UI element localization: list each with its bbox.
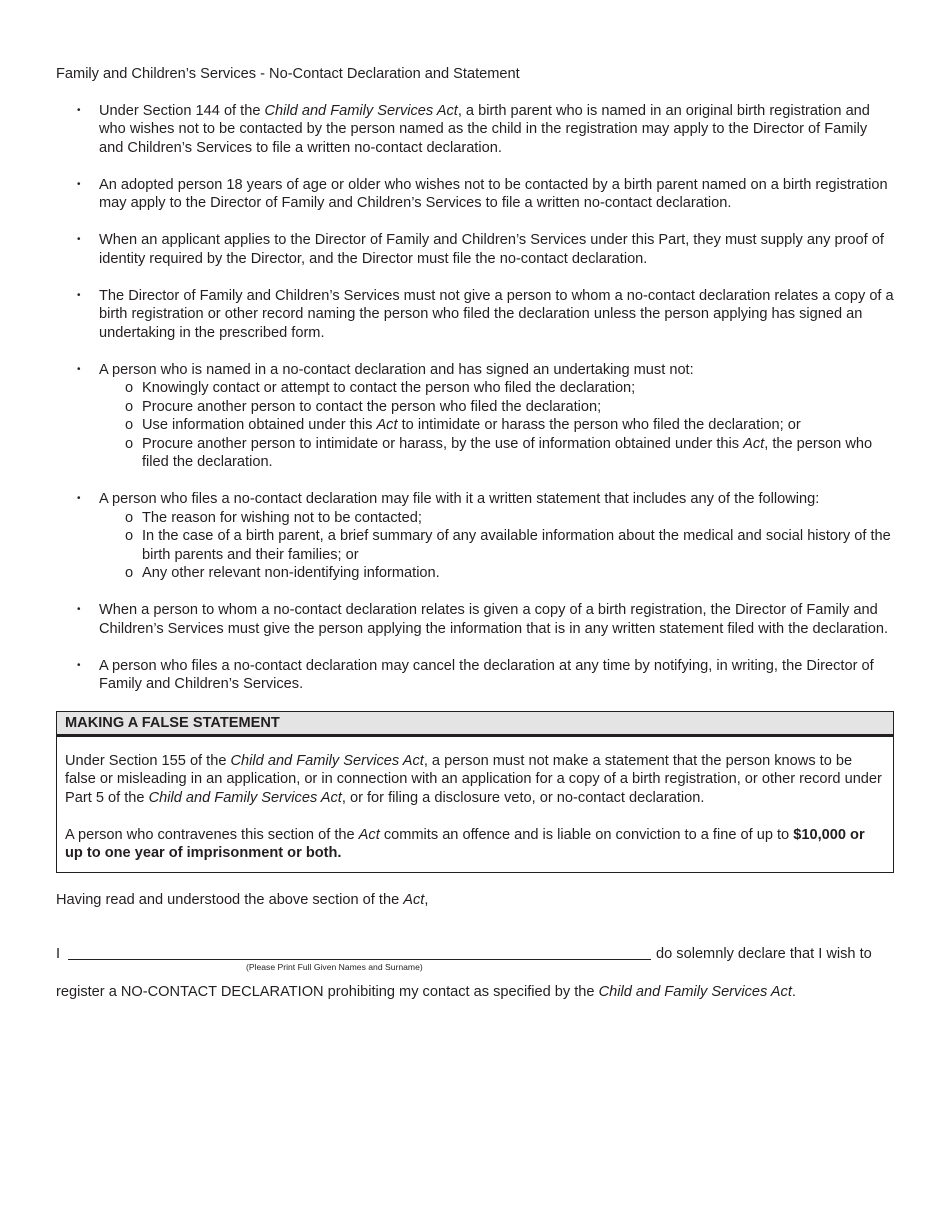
bullet-undertaking-rules: • A person who is named in a no-contact declaration and has signed an undertaking must not: o Knowingly contact or attempt to contact the person who filed the declaration; o Procure another person to contact the person who filed the declaration; o Use information obtained under this Act to intimidate or harass the person who filed the declaration; or o Procure another person to intimidate or harass, by the use of information obtained under this Act, the person who filed the declaration.: [56, 361, 894, 472]
false-statement-paragraph: Under Section 155 of the Child and Family Services Act, a person must not make a statement that the person knows to be false or misleading in an application, or in connection with an application for a copy of a birth registration, or other record under Part 5 of the Child and Family Services Act, or for filing a disclosure veto, or no-contact declaration.: [65, 752, 882, 806]
declaration-text: register a NO-CONTACT DECLARATION prohibiting my contact as specified by the Child and Family Services Act.: [56, 984, 796, 1000]
statement-sublist: [99, 509, 894, 583]
penalty-paragraph: A person who contravenes this section of the Act commits an offence and is liable on conviction to a fine of up to $10,000 or up to one year of imprisonment or both.: [65, 826, 865, 861]
sub-item: o Use information obtained under this Act to intimidate or harass the person who filed the declaration; or: [56, 416, 894, 435]
false-statement-body: [57, 737, 893, 872]
sub-item: o Any other relevant non-identifying information.: [56, 564, 894, 583]
undertaking-sublist: [99, 379, 894, 472]
acknowledgement-text: Having read and understood the above section of the Act,: [56, 891, 429, 908]
bullet-director-restriction: • The Director of Family and Children’s Services must not give a person to whom a no-contact declaration relates a copy of a birth registration or other record naming the person who filed the declaration unless the person applying has signed an undertaking in the prescribed form.: [56, 287, 894, 343]
information-bullets: [56, 102, 894, 694]
sub-item: o The reason for wishing not to be contacted;: [56, 509, 894, 528]
sub-item: o Knowingly contact or attempt to contact the person who filed the declaration;: [56, 379, 894, 398]
full-name-field[interactable]: [68, 959, 651, 960]
bullet-section-144: • Under Section 144 of the Child and Family Services Act, a birth parent who is named in an original birth registration and who wishes not to be contacted by the person named as the child in the registration may apply to the Director of Family and Children’s Services to file a written no-contact declaration.: [56, 102, 894, 158]
document-page: [56, 65, 894, 1002]
sub-item: o Procure another person to intimidate or harass, by the use of information obtained under this Act, the person who filed the declaration.: [56, 435, 894, 472]
declarant-prefix: I: [56, 946, 61, 962]
bullet-written-statement: • A person who files a no-contact declaration may file with it a written statement that includes any of the following: o The reason for wishing not to be contacted; o In the case of a birth parent, a brief summary of any available information about the medical and social history of the birth parents and their families; or o Any other relevant non-identifying information.: [56, 490, 894, 583]
sub-item: o Procure another person to contact the person who filed the declaration;: [56, 398, 894, 417]
declarant-suffix: do solemnly declare that I wish to: [656, 946, 872, 962]
name-declaration-line: [56, 945, 894, 983]
sub-item: o In the case of a birth parent, a brief summary of any available information about the medical and social history of the birth parents and their families; or: [56, 527, 894, 564]
bullet-copy-of-statement: • When a person to whom a no-contact declaration relates is given a copy of a birth registration, the Director of Family and Children’s Services must give the person applying the information that is in any written statement filed with the declaration.: [56, 601, 894, 638]
false-statement-heading: MAKING A FALSE STATEMENT: [57, 712, 893, 737]
penalty-amount: $10,000 or up to one year of imprisonment or both.: [65, 826, 865, 861]
document-title: Family and Children’s Services - No-Contact Declaration and Statement: [56, 66, 520, 82]
false-statement-box: [56, 711, 894, 873]
bullet-adopted-person: • An adopted person 18 years of age or older who wishes not to be contacted by a birth parent named on a birth registration may apply to the Director of Family and Children’s Services to file a written no-contact declaration.: [56, 176, 894, 213]
name-field-hint: (Please Print Full Given Names and Surname): [246, 962, 423, 972]
bullet-proof-of-identity: • When an applicant applies to the Director of Family and Children’s Services under this Part, they must supply any proof of identity required by the Director, and the Director must file the no-contact declaration.: [56, 231, 894, 268]
bullet-cancel-declaration: • A person who files a no-contact declaration may cancel the declaration at any time by notifying, in writing, the Director of Family and Children’s Services.: [56, 657, 894, 694]
